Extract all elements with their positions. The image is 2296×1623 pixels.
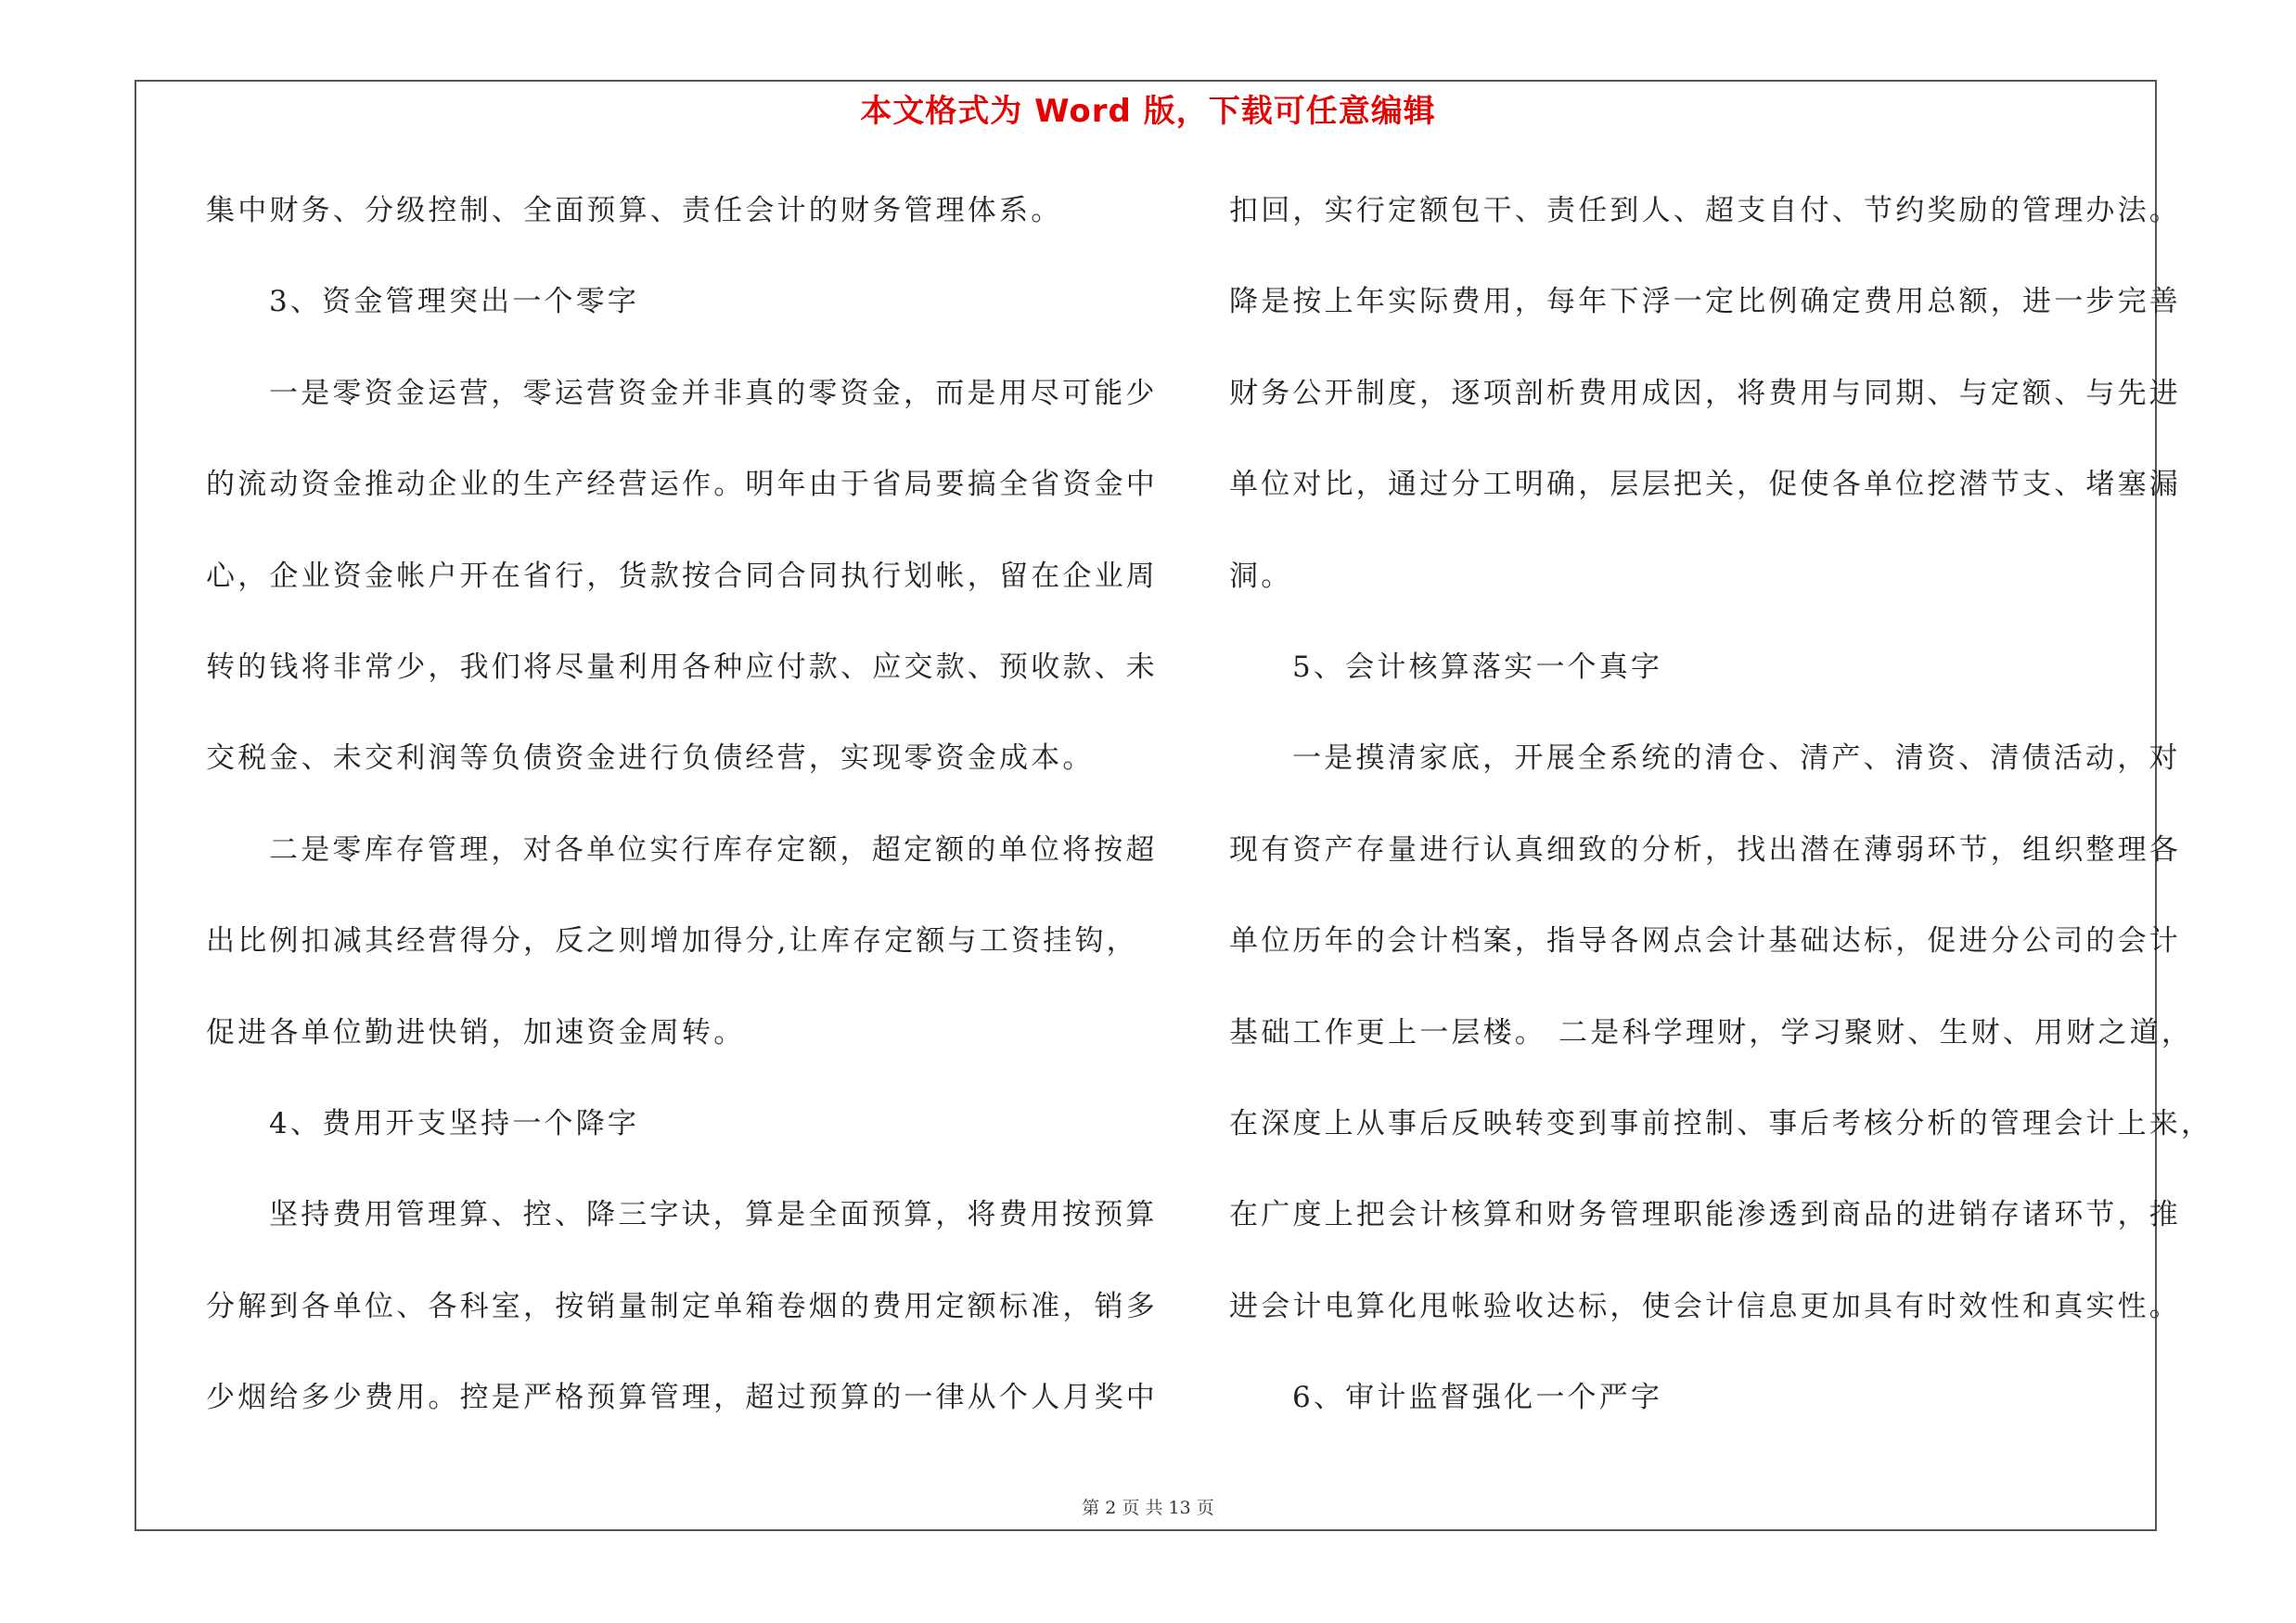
paragraph-line: 单位历年的会计档案，指导各网点会计基础达标，促进分公司的会计 — [1229, 924, 2181, 959]
paragraph-line: 扣回，实行定额包干、责任到人、超支自付、节约奖励的管理办法。 — [1229, 194, 2181, 227]
paragraph-line: 降是按上年实际费用，每年下浮一定比例确定费用总额，进一步完善 — [1229, 285, 2181, 319]
paragraph-line: 进会计电算化甩帐验收达标，使会计信息更加具有时效性和真实性。 — [1229, 1289, 2181, 1323]
paragraph-line: 少烟给多少费用。控是严格预算管理，超过预算的一律从个人月奖中 — [206, 1381, 1158, 1415]
paragraph-line: 交税金、未交利润等负债资金进行负债经营，实现零资金成本。 — [206, 741, 1095, 776]
section-heading: 6、审计监督强化一个严字 — [1292, 1381, 1663, 1415]
paragraph-line: 在深度上从事后反映转变到事前控制、事后考核分析的管理会计上来， — [1229, 1106, 2213, 1140]
header-banner: 本文格式为 Word 版，下载可任意编辑 — [860, 93, 1436, 130]
paragraph-line: 一是零资金运营，零运营资金并非真的零资金，而是用尽可能少 — [269, 376, 1158, 410]
page-number-footer: 第 2 页 共 13 页 — [1082, 1498, 1214, 1518]
left-column — [206, 178, 1158, 1456]
paragraph-line: 现有资产存量进行认真细致的分析，找出潜在薄弱环节，组织整理各 — [1229, 832, 2181, 867]
paragraph-line: 的流动资金推动企业的生产经营运作。明年由于省局要搞全省资金中 — [206, 468, 1158, 502]
paragraph-line: 出比例扣减其经营得分，反之则增加得分,让库存定额与工资挂钩， — [206, 924, 1138, 959]
paragraph-line: 集中财务、分级控制、全面预算、责任会计的财务管理体系。 — [206, 194, 1063, 227]
paragraph-line: 二是零库存管理，对各单位实行库存定额，超定额的单位将按超 — [269, 832, 1158, 867]
paragraph-line: 心，企业资金帐户开在省行，货款按合同合同执行划帐，留在企业周 — [206, 559, 1158, 593]
paragraph-line: 洞。 — [1229, 559, 1293, 593]
paragraph-line: 基础工作更上一层楼。 二是科学理财，学习聚财、生财、用财之道， — [1229, 1015, 2194, 1050]
paragraph-line: 转的钱将非常少，我们将尽量利用各种应付款、应交款、预收款、未 — [206, 650, 1158, 684]
paragraph-line: 一是摸清家底，开展全系统的清仓、清产、清资、清债活动，对 — [1292, 741, 2181, 776]
section-heading: 3、资金管理突出一个零字 — [269, 285, 640, 319]
paragraph-line: 分解到各单位、各科室，按销量制定单箱卷烟的费用定额标准，销多 — [206, 1289, 1158, 1323]
paragraph-line: 促进各单位勤进快销，加速资金周转。 — [206, 1015, 746, 1050]
paragraph-line: 在广度上把会计核算和财务管理职能渗透到商品的进销存诸环节，推 — [1229, 1198, 2181, 1232]
paragraph-line: 单位对比，通过分工明确，层层把关，促使各单位挖潜节支、堵塞漏 — [1229, 468, 2181, 502]
right-column — [1229, 178, 2213, 1456]
section-heading: 5、会计核算落实一个真字 — [1292, 650, 1663, 684]
section-heading: 4、费用开支坚持一个降字 — [269, 1106, 640, 1140]
paragraph-line: 坚持费用管理算、控、降三字诀，算是全面预算，将费用按预算 — [269, 1198, 1158, 1232]
paragraph-line: 财务公开制度，逐项剖析费用成因，将费用与同期、与定额、与先进 — [1229, 376, 2181, 410]
